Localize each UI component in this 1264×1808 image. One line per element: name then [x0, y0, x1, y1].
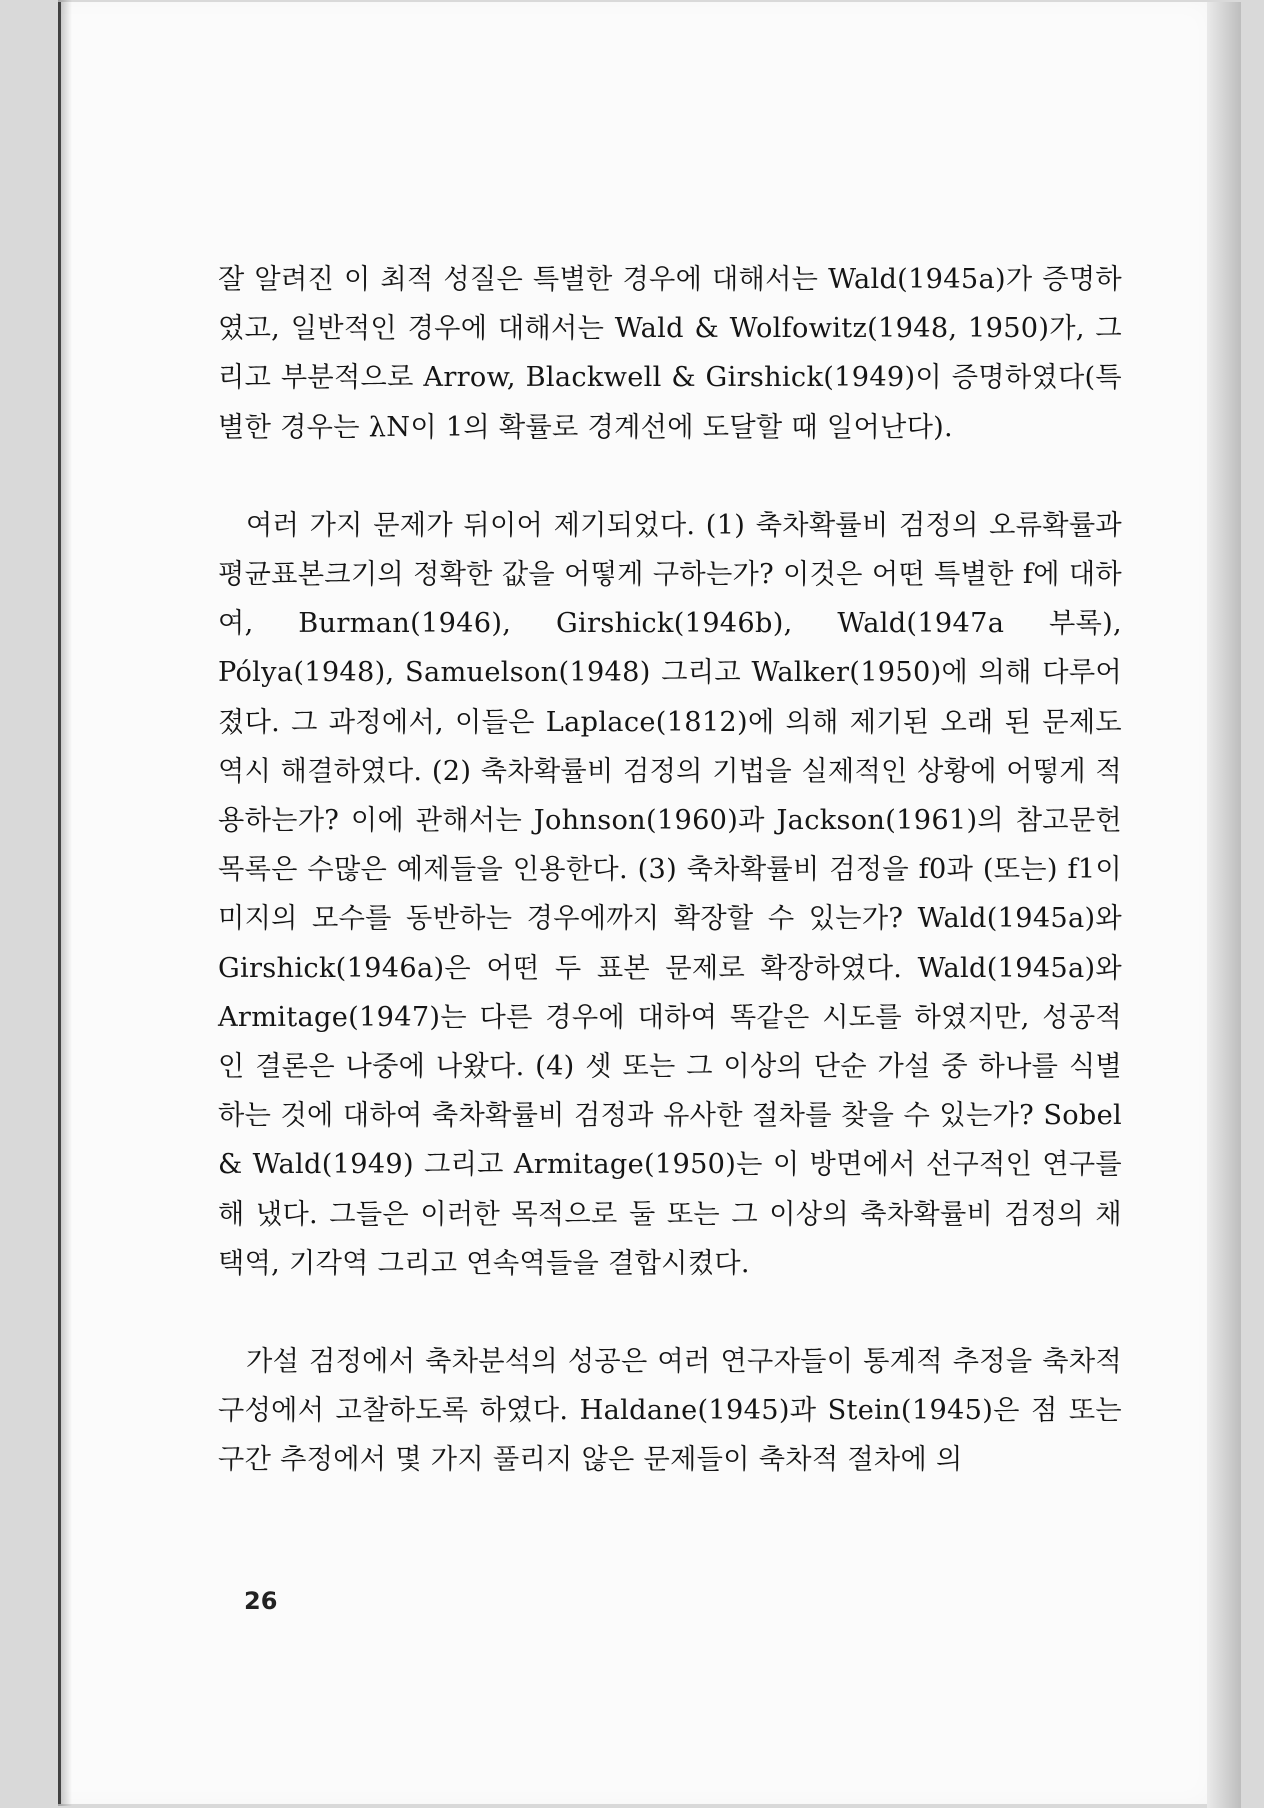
page-edge — [1207, 2, 1241, 1808]
paragraph-3: 가설 검정에서 축차분석의 성공은 여러 연구자들이 통계적 추정을 축차적 구성에서 고찰하도록 하였다. Haldane(1945)과 Stein(1945)은 점 또는 구간 추정에서 몇 가지 풀리지 않은 문제들이 축차적 절차에 의 — [218, 1346, 1122, 1476]
paragraph-2: 여러 가지 문제가 뒤이어 제기되었다. (1) 축차확률비 검정의 오류확률과 평균표본크기의 정확한 값을 어떻게 구하는가? 이것은 어떤 특별한 f에 대하여, Burman(1946), Girshick(1946b), Wald(1947a 부록), Pólya(1948), Samuelson(1948) 그리고 Walker(1950)에 의해 다루어졌다. 그 과정에서, 이들은 Laplace(1812)에 의해 제기된 오래 된 문제도 역시 해결하였다. (2) 축차확률비 검정의 기법을 실제적인 상황에 어떻게 적용하는가? 이에 관해서는 Johnson(1960)과 Jackson(1961)의 참고문헌 목록은 수많은 예제들을 인용한다. (3) 축차확률비 검정을 f0과 (또는) f1이 미지의 모수를 동반하는 경우에까지 확장할 수 있는가? Wald(1945a)와 Girshick(1946a)은 어떤 두 표본 문제로 확장하였다. Wald(1945a)와 Armitage(1947)는 다른 경우에 대하여 똑같은 시도를 하였지만, 성공적인 결론은 나중에 나왔다. (4) 셋 또는 그 이상의 단순 가설 중 하나를 식별하는 것에 대하여 축차확률비 검정과 유사한 절차를 찾을 수 있는가? Sobel & Wald(1949) 그리고 Armitage(1950)는 이 방면에서 선구적인 연구를 해 냈다. 그들은 이러한 목적으로 둘 또는 그 이상의 축차확률비 검정의 채택역, 기각역 그리고 연속역들을 결합시켰다. — [218, 509, 1122, 1279]
page-number: 26 — [244, 1587, 278, 1615]
paragraph-1: 잘 알려진 이 최적 성질은 특별한 경우에 대해서는 Wald(1945a)가 증명하였고, 일반적인 경우에 대해서는 Wald & Wolfowitz(1948, 1950)가, 그리고 부분적으로 Arrow, Blackwell & Girshick(1949)이 증명하였다(특별한 경우는 λN이 1의 확률로 경계선에 도달할 때 일어난다). — [218, 264, 1122, 443]
body-text — [218, 255, 1122, 1485]
book-spine-shadow — [58, 0, 72, 1806]
